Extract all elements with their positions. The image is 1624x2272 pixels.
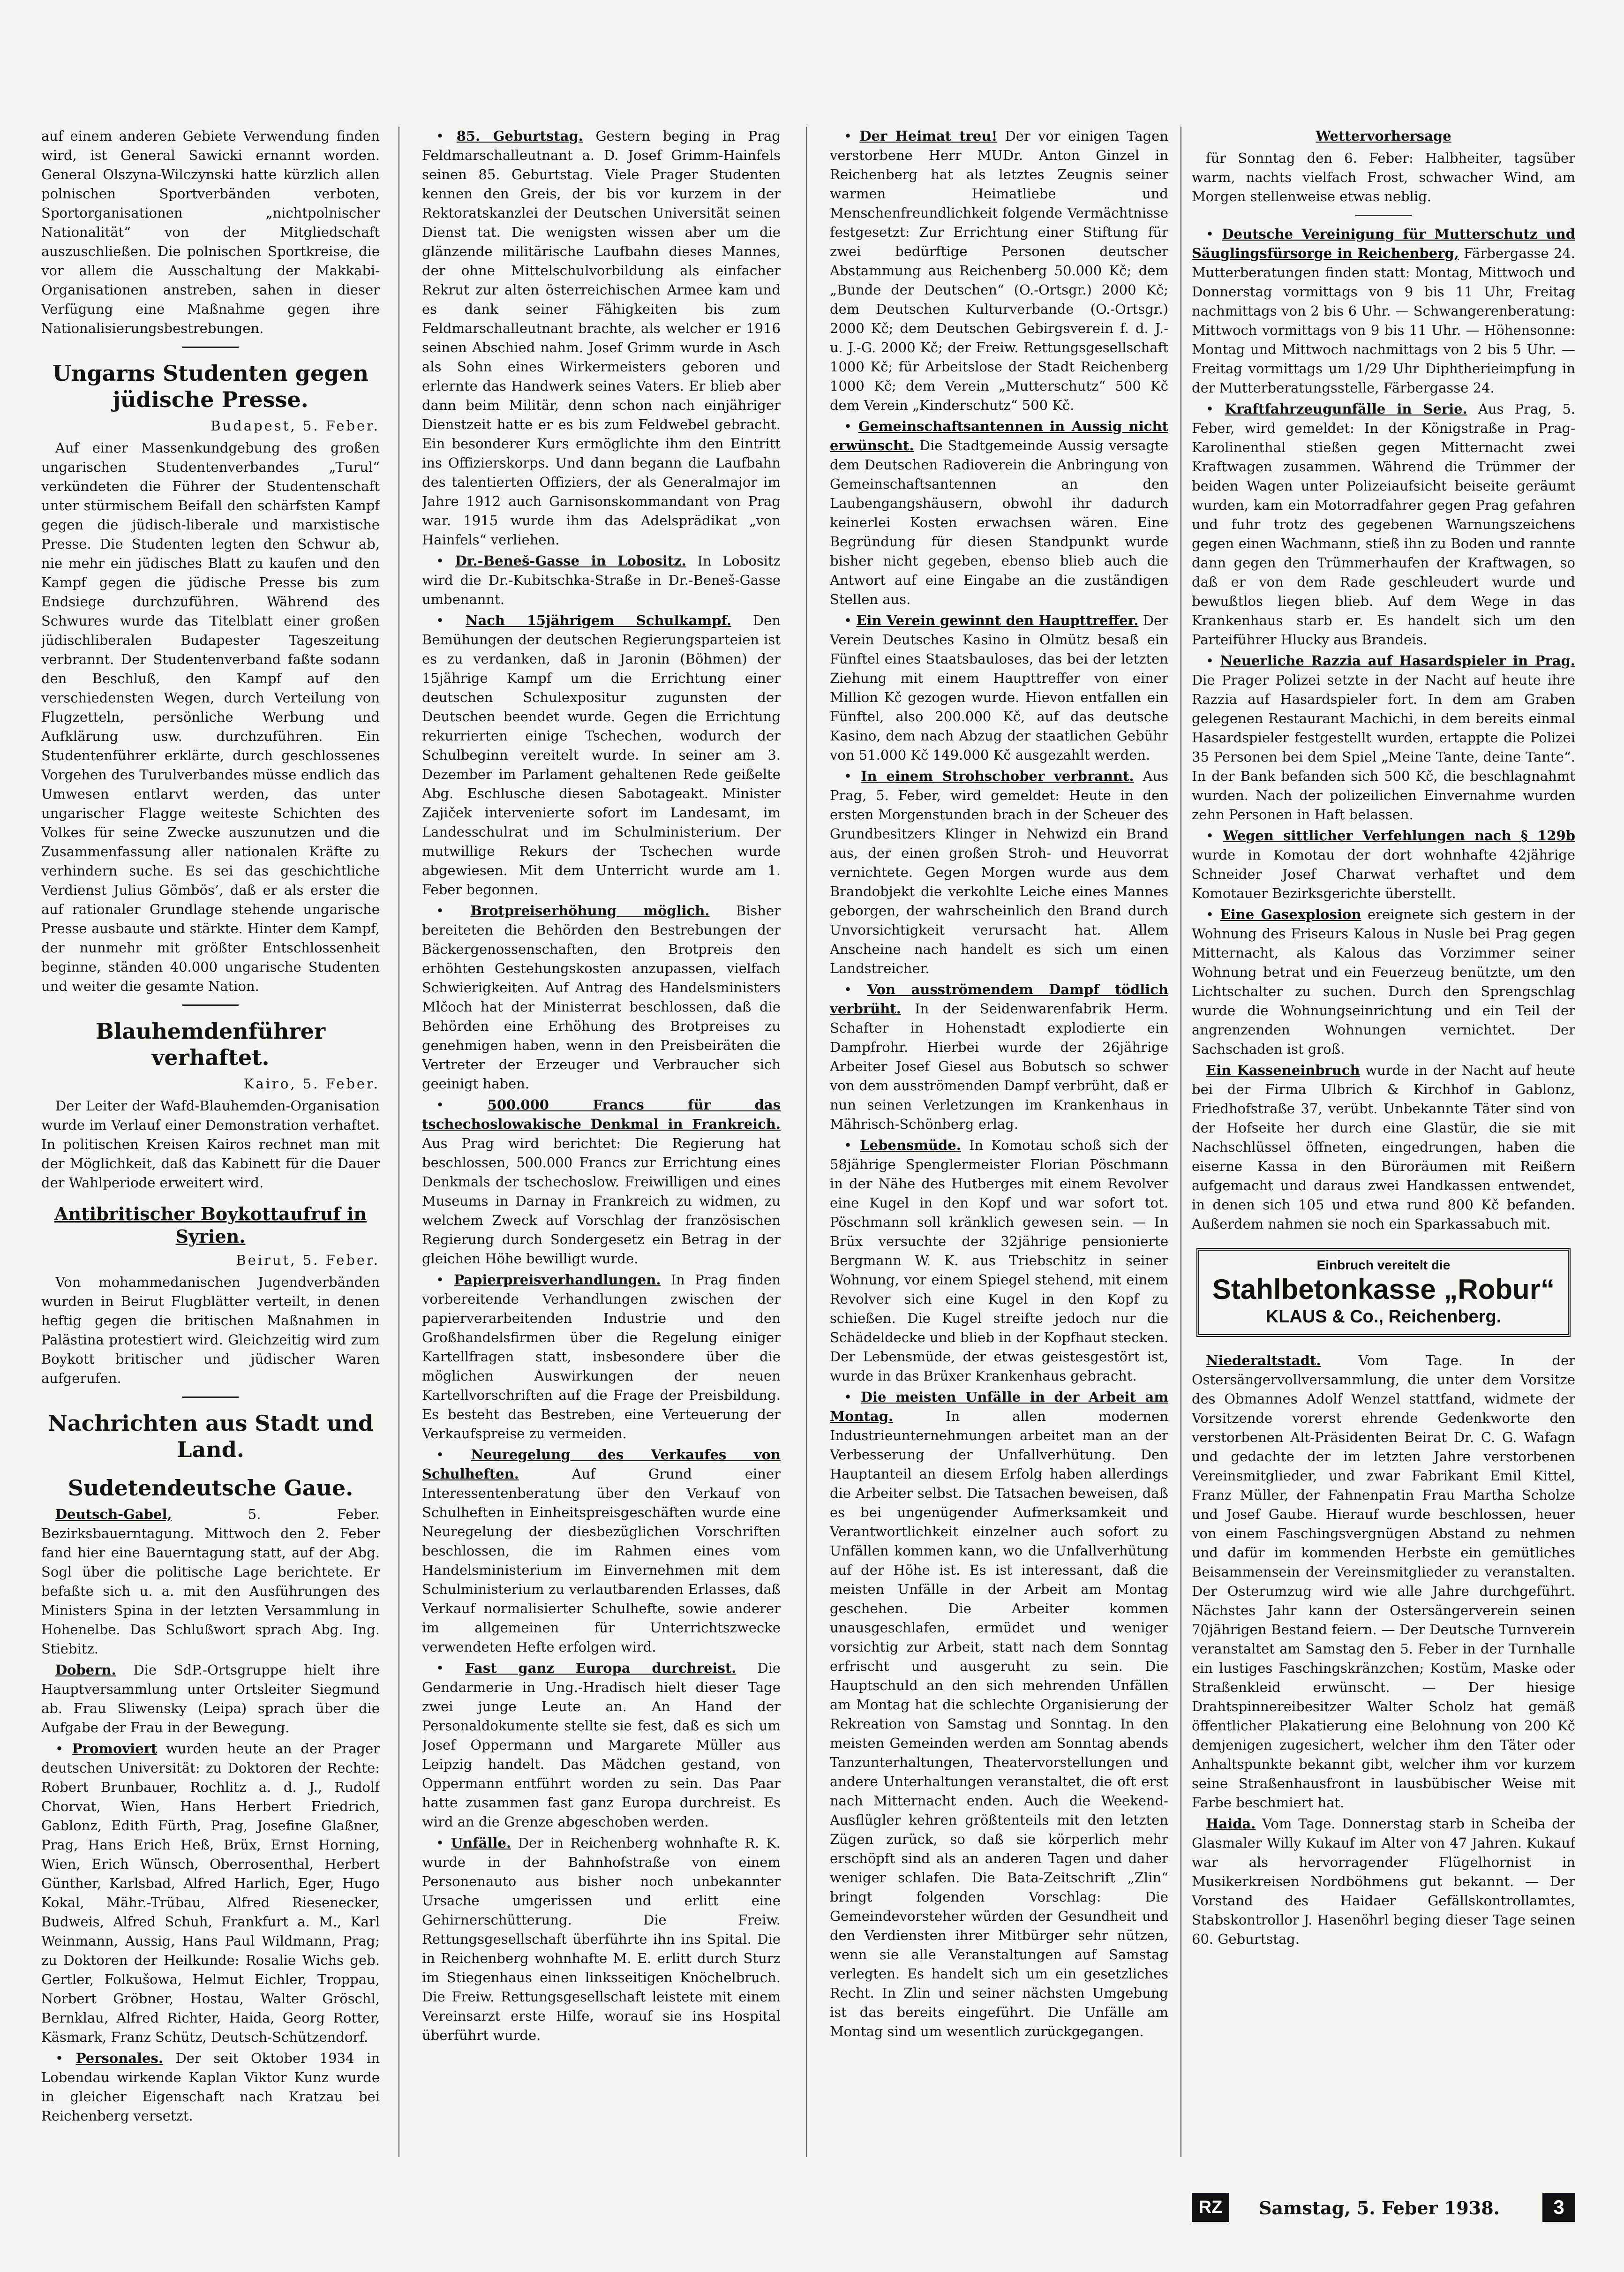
ad-tagline: Einbruch vereitelt die xyxy=(1316,1258,1451,1272)
ad-company: KLAUS & Co., Reichenberg. xyxy=(1265,1307,1502,1327)
issue-date: Samstag, 5. Feber 1938. xyxy=(1259,2197,1500,2219)
news-item: • Kraftfahrzeugunfälle in Serie. Aus Prag, 5. Feber, wird gemeldet: In der Königstraße in Prag-Karolinenthal stießen gegen Mitternacht zwei Kraftwagen zusammen. Während die Trümmer der beiden Wagen unter Polizeiaufsicht beiseite geräumt wurden, kam ein Motorradfahrer gegen Prag gefahren und fuhr trotz des gegebenen Warnungszeichens gegen einen Wachmann, stieß ihn zu Boden und rannte dann gegen den Trümmerhaufen der Kraftwagen, so daß er von dem Rade geschleudert wurde und bewußtlos liegen blieb. Auf dem Wege in das Krankenhaus starb er. Es handelt sich um den Parteiführer Hlucky aus Brandeis. xyxy=(1192,401,1575,648)
item-heading: Personales. xyxy=(75,2050,163,2066)
item-heading: Fast ganz Europa durchreist. xyxy=(465,1660,737,1676)
item-heading: Wegen sittlicher Verfehlungen nach § 129b xyxy=(1223,828,1575,844)
article-body: Auf einer Massenkundgebung des großen ungarischen Studentenverbandes „Turul“ verkündeten die Führer der Studentenschaft unter stürmischem Beifall den schärfsten Kampf gegen die jüdisch-liberale und marxistische Presse. Die Studenten legten den Schwur ab, nie mehr ein jüdisches Blatt zu kaufen und den Kampf gegen die jüdische Presse bis zum Endsiege durchzuführen. Während des Schwures wurde das Titelblatt einer großen jüdischliberalen Budapester Tageszeitung verbrannt. Der Studentenverband faßte sodann den Beschluß, den Kampf auf den verschiedensten Wegen, durch Verteilung von Flugzetteln, persönliche Werbung und Aufklärung usw. durchzuführen. Ein Studentenführer erklärte, durch geschlossenes Vorgehen des Turulverbandes müsse endlich das Umwesen entlarvt werden, das unter ungarischer Flagge weiteste Schichten des Volkes für seine Zwecke auszunutzen und die Zusammenfassung aller nationalen Kräfte zu verhindern suche. Es sei das geschichtliche Verdienst Julius Gömbös’, daß er als erster die auf rationaler Grundlage stehende ungarische Presse ausbaute und stärkte. Hinter dem Kampf, der nunmehr mit größter Entschlossenheit beginne, ständen 40.000 ungarische Studenten und weiter die gesamte Nation. xyxy=(41,440,380,994)
item-heading: Lebensmüde. xyxy=(860,1137,961,1153)
news-item: Haida. Vom Tage. Donnerstag starb in Scheiba der Glasmaler Willy Kukauf im Alter von 47 Jahren. Kukauf war als hervorragender Flügelhornist in Musikerkreisen Nordböhmens gut bekannt. — Der Vorstand des Haidaer Gefällskontrollamtes, Stabskontrollor J. Hasenöhrl beging dieser Tage seinen 60. Geburtstag. xyxy=(1192,1816,1575,1947)
subsection-headline: Sudetendeutsche Gaue. xyxy=(68,1475,353,1501)
news-item: Ein Kasseneinbruch wurde in der Nacht auf heute bei der Firma Ulbrich & Kirchhof in Gablonz, Friedhofstraße 37, verübt. Unbekannte Täter sind von der Hofseite her durch eine Glastür, die sie mit Nachschlüssel öffneten, eingedrungen, haben die eiserne Kassa in den Büroräumen mit Reißern aufgemacht und daraus zwei Handkassen entwendet, in denen sich 105 und etwa rund 800 Kč befanden. Außerdem nahmen sie noch ein Sparkassabuch mit. xyxy=(1192,1062,1575,1232)
advertisement-robur xyxy=(1196,1248,1571,1337)
weather-forecast: für Sonntag den 6. Feber: Halbheiter, tagsüber warm, nachts vielfach Frost, schwacher Wind, am Morgen stellenweise etwas neblig. xyxy=(1192,150,1575,204)
item-heading: Kraftfahrzeugunfälle in Serie. xyxy=(1225,401,1467,417)
item-heading: Deutsch-Gabel, xyxy=(55,1506,172,1522)
column-3 xyxy=(830,127,1168,2043)
news-item: • Neuregelung des Verkaufes von Schulheften. Auf Grund einer Interessentenberatung über den Verkauf von Schulheften in Einheitspreisgeschäften wurde eine Neuregelung der diesbezüglichen Vorschriften beschlossen, die im Rahmen eines vom Handelsministerium im Einvernehmen mit dem Schulministerium zu verlautbarenden Erlasses, daß Verkauf normalisierter Schulhefte, sowie anderer im allgemeinen für Unterrichtszwecke verwendeten Hefte erfolgen wird. xyxy=(422,1447,781,1655)
item-heading: Ein Kasseneinbruch xyxy=(1206,1062,1360,1078)
separator xyxy=(182,347,239,348)
article-continuation: auf einem anderen Gebiete Verwendung finden wird, ist General Sawicki ernannt worden. General Olszyna-Wilczynski hatte kürzlich allen polnischen Sportverbänden verboten, Sportorganisationen „nichtpolnischer Nationalität“ von der Mitgliedschaft auszuschließen. Die polnischen Sportkreise, die vor allem die Ausschaltung der Makkabi-Organisationen anstreben, sahen in dieser Verfügung eine Maßnahme gegen ihre Nationalisierungsbestrebungen. xyxy=(41,128,380,336)
news-item: • Promoviert wurden heute an der Prager deutschen Universität: zu Doktoren der Rechte: Robert Brunbauer, Rochlitz a. d. J., Rudolf Chorvat, Wien, Hans Herbert Friedrich, Gablonz, Edith Fürth, Prag, Josefine Glaßner, Prag, Hans Erich Heß, Brüx, Ernst Horning, Wien, Erich Wünsch, Oberrosenthal, Herbert Günther, Karlsbad, Alfred Harlich, Eger, Hugo Kokal, Mähr.-Trübau, Alfred Riesenecker, Budweis, Alfred Schuh, Frankfurt a. M., Karl Weinmann, Aussig, Hans Paul Wildmann, Prag; zu Doktoren der Heilkunde: Rosalie Wichs geb. Gertler, Folkušowa, Helmut Eichler, Troppau, Norbert Gröbner, Hostau, Walter Gröschl, Bernklau, Alfred Richter, Haida, Georg Rotter, Käsmark, Franz Schütz, Deutsch-Schützendorf. xyxy=(41,1741,380,2045)
item-heading: Brotpreiserhöhung möglich. xyxy=(470,903,710,919)
weather-title: Wettervorhersage xyxy=(1316,128,1451,144)
column-rule xyxy=(398,127,399,2157)
item-heading: 500.000 Francs für das tschechoslowakische Denkmal in Frankreich. xyxy=(422,1097,781,1132)
column-2 xyxy=(422,127,781,2047)
item-heading: Haida. xyxy=(1206,1816,1256,1832)
page-footer xyxy=(1192,2191,1575,2225)
news-item: • Gemeinschaftsantennen in Aussig nicht erwünscht. Die Stadtgemeinde Aussig versagte dem Deutschen Radioverein die Anbringung von Gemeinschaftsantennen an den Laubengangshäusern, obwohl ihr dadurch keinerlei Kosten erwachsen wären. Eine Begründung für diesen Standpunkt wurde bisher nicht gegeben, ebenso blieb auch die Antwort auf eine Eingabe an die zuständigen Stellen aus. xyxy=(830,418,1168,607)
column-4 xyxy=(1192,127,1575,1951)
article-body: Der Leiter der Wafd-Blauhemden-Organisation wurde im Verlauf einer Demonstration verhaftet. In politischen Kreisen Kairos rechnet man mit der Möglichkeit, daß das Kabinett für die Dauer der Wahlperiode erweitert wird. xyxy=(41,1098,380,1191)
news-item: • Dr.-Beneš-Gasse in Lobositz. In Lobositz wird die Dr.-Kubitschka-Straße in Dr.-Beneš-Gasse umbenannt. xyxy=(422,553,781,607)
news-item: • 85. Geburtstag. Gestern beging in Prag Feldmarschalleutnant a. D. Josef Grimm-Hainfels seinen 85. Geburtstag. Viele Prager Studenten kennen den Greis, der bis vor kurzem in der Rektoratskanzlei der Deutschen Universität seinen Dienst tat. Die wenigsten wissen aber um die glänzende militärische Laufbahn dieses Mannes, der ohne Mittelschulvorbildung als einfacher Rekrut zur alten österreichischen Armee kam und es dank seiner Fähigkeiten bis zum Feldmarschalleutnant brachte, als welcher er 1916 seinen Abschied nahm. Josef Grimm wurde in Asch als Sohn eines Wirkermeisters geboren und erlernte das Handwerk seines Vaters. Er blieb aber dann beim Militär, denn schon nach einjähriger Dienstzeit hatte er es bis zum Feldwebel gebracht. Ein besonderer Kurs ermöglichte ihm den Eintritt ins Offizierskorps. Und dann begann die Laufbahn des talentierten Offiziers, der als Generalmajor im Jahre 1912 auch Garnisonskommandant von Prag war. 1915 wurde ihm das Adelsprädikat „von Hainfels“ verliehen. xyxy=(422,128,781,548)
item-heading: Niederaltstadt. xyxy=(1206,1352,1321,1368)
item-heading: Gemeinschaftsantennen in Aussig nicht erwünscht. xyxy=(830,418,1168,453)
dateline: Budapest, 5. Feber. xyxy=(211,418,380,434)
page-number: 3 xyxy=(1542,2193,1575,2222)
news-item: • Papierpreisverhandlungen. In Prag finden vorbereitende Verhandlungen zwischen der papierverarbeitenden Industrie und den Großhandelsfirmen über die Regelung einiger Kartellfragen statt, insbesondere über die möglichen Auswirkungen der neuen Kartellvorschriften auf die Frage der Preisbildung. Es besteht das Bestreben, eine Verteuerung der Verkaufspreise zu vermeiden. xyxy=(422,1272,781,1442)
news-item: • Von ausströmendem Dampf tödlich verbrüht. In der Seidenwarenfabrik Herm. Schafter in Hohenstadt explodierte ein Dampfrohr. Hierbei wurde der 26jährige Arbeiter Josef Giesel aus Bobutsch so schwer von dem ausströmenden Dampf verbrüht, daß er nun seinen Verletzungen im Krankenhaus in Mährisch-Schönberg erlag. xyxy=(830,981,1168,1132)
news-item: • Unfälle. Der in Reichenberg wohnhafte R. K. wurde in der Bahnhofstraße von einem Personenauto aus bisher noch unbekannter Ursache umgerissen und erlitt eine Gehirnerschütterung. Die Freiw. Rettungsgesellschaft überführte ihn ins Spital. Die in Reichenberg wohnhafte M. E. erlitt durch Sturz im Stiegenhaus einen linksseitigen Knöchelbruch. Die Freiw. Rettungsgesellschaft leistete mit einem Vereinsarzt erste Hilfe, worauf sie ins Hospital überführt wurde. xyxy=(422,1835,781,2043)
headline-ungarn: Ungarns Studenten gegen jüdische Presse. xyxy=(52,361,369,412)
article-body: Von mohammedanischen Jugendverbänden wurden in Beirut Flugblätter verteilt, in denen heftig gegen die britischen Maßnahmen in Palästina protestiert wird. Gleichzeitig wird zum Boykott britischer und jüdischer Waren aufgerufen. xyxy=(41,1274,380,1386)
item-heading: Neuregelung des Verkaufes von Schulheften. xyxy=(422,1447,781,1482)
news-item: Niederaltstadt. Vom Tage. In der Ostersängervollversammlung, die unter dem Vorsitze des Obmannes Adolf Wenzel stattfand, widmete der Vorsitzende vorerst ehrende Gedenkworte den verstorbenen Alt-Präsidenten Beirat Dr. C. G. Wafagn und gedachte der im letzten Jahre verstorbenen Vereinsmitglieder, und zwar Fabrikant Emil Kittel, Franz Müller, der Fahnenpatin Frau Martha Scholze und Josef Gaube. Hierauf wurde beschlossen, heuer von einem Faschingsvergnügen Abstand zu nehmen und dafür im kommenden Herbste ein gemütliches Beisammensein der Vereinsmitglieder zu veranstalten. Der Osterumzug wird wie alle Jahre durchgeführt. Nächstes Jahr kann der Ostersängerverein seinen 70jährigen Bestand feiern. — Der Deutsche Turnverein veranstaltet am Samstag den 5. Feber in der Turnhalle ein lustiges Faschingskränzchen; Kostüm, Maske oder Straßenkleid erwünscht. — Der hiesige Drahtspinnereibesitzer Walter Scholz hat gemäß öffentlicher Plakatierung eine Belohnung von 200 Kč demjenigen zugesichert, welcher ihm den Täter oder Anhaltspunkte bekannt gibt, welcher ihm vor kurzem seine Straßenhausfront in lausbübischer Weise mit Farbe beschmiert hat. xyxy=(1192,1352,1575,1811)
item-heading: Neuerliche Razzia auf Hasardspieler in Prag. xyxy=(1220,653,1575,669)
news-item: • Personales. Der seit Oktober 1934 in Lobendau wirkende Kaplan Viktor Kunz wurde in gleicher Eigenschaft nach Kratzau bei Reichenberg versetzt. xyxy=(41,2050,380,2124)
news-item: Deutsch-Gabel, 5. Feber. Bezirksbauerntagung. Mittwoch den 2. Feber fand hier eine Bauerntagung statt, auf der Abg. Sogl über die politische Lage berichtete. Er befaßte sich u. a. mit den Ausführungen des Ministers Spina in der letzten Versammlung in Hohenelbe. Das Schlußwort sprach Abg. Ing. Stiebitz. xyxy=(41,1506,380,1657)
news-item: • Wegen sittlicher Verfehlungen nach § 129b wurde in Komotau der dort wohnhafte 42jährige Schneider Josef Charwat verhaftet und dem Komotauer Bezirksgerichte überstellt. xyxy=(1192,828,1575,901)
newspaper-logo-icon: RZ xyxy=(1192,2193,1229,2222)
column-1 xyxy=(41,127,380,2128)
item-heading: Von ausströmendem Dampf tödlich verbrüht. xyxy=(830,981,1168,1017)
ad-product: Stahlbetonkasse „Robur“ xyxy=(1212,1274,1555,1305)
item-heading: Unfälle. xyxy=(451,1835,511,1851)
item-heading: Dr.-Beneš-Gasse in Lobositz. xyxy=(455,553,686,569)
news-item: • Brotpreiserhöhung möglich. Bisher bereiteten die Behörden den Bestrebungen der Bäckergenossenschaften, den Brotpreis den erhöhten Gestehungskosten anzupassen, vielfach Schwierigkeiten. Auf Antrag des Handelsministers Mlčoch hat der Ministerrat beschlossen, daß die Behörden eine Erhöhung des Brotpreises zu genehmigen haben, wenn in den Preisbeiräten die Vertreter der Erzeuger und Verbraucher sich geeinigt haben. xyxy=(422,903,781,1092)
news-item: Dobern. Die SdP.-Ortsgruppe hielt ihre Hauptversammlung unter Ortsleiter Siegmund ab. Frau Sliwensky (Leipa) sprach über die Aufgabe der Frau in der Bewegung. xyxy=(41,1662,380,1736)
separator xyxy=(182,1396,239,1398)
item-heading: Eine Gasexplosion xyxy=(1220,906,1361,922)
news-item: • In einem Strohschober verbrannt. Aus Prag, 5. Feber, wird gemeldet: Heute in den ersten Morgenstunden brach in der Scheuer des Grundbesitzers Klinger in Nehwizd ein Brand aus, der einen großen Stroh- und Heuvorrat vernichtete. Gegen Morgen wurde aus dem Brandobjekt die verkohlte Leiche eines Mannes geborgen, der wahrscheinlich den Brand durch Unvorsichtigkeit verursacht hat. Allem Anscheine nach handelt es sich um einen Landstreicher. xyxy=(830,768,1168,976)
item-heading: Die meisten Unfälle in der Arbeit am Montag. xyxy=(830,1389,1168,1424)
item-heading: Dobern. xyxy=(55,1662,116,1678)
news-item: • Lebensmüde. In Komotau schoß sich der 58jährige Spenglermeister Florian Pöschmann in der Nähe des Hutberges mit einem Revolver eine Kugel in den Kopf und war sofort tot. Pöschmann soll kränklich gewesen sein. — In Brüx versuchte der 32jährige pensionierte Bergmann W. K. aus Triebschitz in seiner Wohnung, vor einem Spiegel stehend, mit einem Revolver sich eine Kugel in den Kopf zu schießen. Die Kugel streifte jedoch nur die Schädeldecke und blieb in der Kopfhaut stecken. Der Lebensmüde, der etwas geistesgestört ist, wurde in das Brüxer Krankenhaus gebracht. xyxy=(830,1137,1168,1384)
news-item: • Nach 15jährigem Schulkampf. Den Bemühungen der deutschen Regierungsparteien ist es zu verdanken, daß in Jaronin (Böhmen) der 15jährige Kampf um die Errichtung einer deutschen Schulexpositur zugunsten der Deutschen beendet wurde. Gegen die Errichtung rekurrierten einige Tschechen, wodurch der Schulbeginn vereitelt wurde. In seiner am 3. Dezember im Parlament gehaltenen Rede geißelte Abg. Eschlusche diesen Sabotageakt. Minister Zajiček intervenierte sofort im Landesamt, im Landesschulrat und im Schulministerium. Der mutwillige Rekurs der Tschechen wurde abgewiesen. Mit dem Unterricht wurde am 1. Feber begonnen. xyxy=(422,612,781,898)
dateline: Kairo, 5. Feber. xyxy=(243,1076,380,1092)
separator xyxy=(182,1004,239,1006)
separator xyxy=(1355,215,1412,216)
news-item: • Ein Verein gewinnt den Haupttreffer. Der Verein Deutsches Kasino in Olmütz besaß ein Fünftel eines Staatsbauloses, das bei der letzten Ziehung mit einem Haupttreffer von einer Million Kč gezogen wurde. Hievon entfallen ein Fünftel, also 200.000 Kč, auf das deutsche Kasino, dem nach Abzug der staatlichen Gebühr von 51.000 Kč 149.000 Kč ausgezahlt werden. xyxy=(830,612,1168,763)
dateline: Beirut, 5. Feber. xyxy=(236,1252,380,1268)
news-item: • Eine Gasexplosion ereignete sich gestern in der Wohnung des Friseurs Kalous in Nusle bei Prag gegen Mitternacht, als Kalous das Vorzimmer seiner Wohnung betrat und ein Feuerzeug benützte, um den Lichtschalter zu suchen. Durch den Sprengschlag wurde die Wohnungseinrichtung und ein Teil der angrenzenden Wohnungen vernichtet. Der Sachschaden ist groß. xyxy=(1192,906,1575,1057)
news-item: • Fast ganz Europa durchreist. Die Gendarmerie in Ung.-Hradisch hielt dieser Tage zwei junge Leute an. An Hand der Personaldokumente stellte sie fest, daß es sich um Josef Oppermann und Margarete Müller aus Leipzig handelt. Das Mädchen gestand, von Oppermann entführt worden zu sein. Das Paar hatte zusammen fast ganz Europa durchreist. Es wird an die Grenze abgeschoben werden. xyxy=(422,1660,781,1830)
news-item: • Deutsche Vereinigung für Mutterschutz und Säuglingsfürsorge in Reichenberg, Färbergasse 24. Mutterberatungen finden statt: Montag, Mittwoch und Donnerstag vormittags von 9 bis 11 Uhr, Freitag nachmittags von 2 bis 6 Uhr. — Schwangerenberatung: Mittwoch vormittags von 9 bis 11 Uhr. — Höhensonne: Montag und Mittwoch nachmittags von 2 bis 5 Uhr. — Freitag vormittags um 1/29 Uhr Diphtherieimpfung in der Mutterberatungsstelle, Färbergasse 24. xyxy=(1192,226,1575,396)
news-item: • 500.000 Francs für das tschechoslowakische Denkmal in Frankreich. Aus Prag wird berichtet: Die Regierung hat beschlossen, 500.000 Francs zur Errichtung eines Denkmals der tschechoslow. Freiwilligen und eines Museums in Darnay in Frankreich zu widmen, zu welchem Zweck auf Vorschlag der französischen Regierung durch Sondergesetz ein Betrag in der gleichen Höhe bewilligt wurde. xyxy=(422,1097,781,1267)
item-heading: Nach 15jährigem Schulkampf. xyxy=(465,612,732,628)
column-rule xyxy=(806,127,807,2157)
item-heading: Ein Verein gewinnt den Haupttreffer. xyxy=(856,612,1139,628)
item-heading: In einem Strohschober verbrannt. xyxy=(860,768,1134,784)
item-heading: Deutsche Vereinigung für Mutterschutz und Säuglingsfürsorge in Reichenberg, xyxy=(1192,226,1575,261)
news-item: • Der Heimat treu! Der vor einigen Tagen verstorbene Herr MUDr. Anton Ginzel in Reichenberg hat als letztes Zeugnis seiner warmen Heimatliebe und Menschenfreundlichkeit folgende Vermächtnisse festgesetzt: Zur Errichtung einer Stiftung für zwei bedürftige Personen deutscher Abstammung aus Reichenberg 50.000 Kč; dem „Bunde der Deutschen“ (O.-Ortsgr.) 2000 Kč; dem Deutschen Kulturverbande (O.-Ortsgr.) 2000 Kč; dem Deutschen Gebirgsverein f. d. J.- u. J.-G. 2000 Kč; der Freiw. Rettungsgesellschaft 1000 Kč; für Arbeitslose der Stadt Reichenberg 1000 Kč; dem Verein „Mutterschutz“ 500 Kč dem Verein „Kinderschutz“ 500 Kč. xyxy=(830,128,1168,413)
headline-kairo: Blauhemdenführer verhaftet. xyxy=(95,1019,326,1070)
section-headline: Nachrichten aus Stadt und Land. xyxy=(47,1411,374,1462)
column-rule xyxy=(1180,127,1181,2157)
news-item: • Die meisten Unfälle in der Arbeit am Montag. In allen modernen Industrieunternehmungen arbeitet man an der Verbesserung der Unfallverhütung. Den Hauptanteil an diesem Erfolg haben allerdings die Arbeiter selbst. Die Tatsachen beweisen, daß es bei ungenügender Aufmerksamkeit und Verantwortlichkeit einzelner auch sofort zu Unfällen kommen kann, wo die Unfallverhütung auf der Höhe ist. Es ist interessant, daß die meisten Unfälle in der Arbeit am Montag geschehen. Die Arbeiter kommen unausgeschlafen, ermüdet und weniger vorsichtig zur Arbeit, statt nach dem Sonntag erfrischt und ausgeruht zu sein. Die Hauptschuld an den sich mehrenden Unfällen am Montag hat die schlechte Organisierung der Rekreation von Samstag und Sonntag. In den meisten Gemeinden werden am Sonntag abends Tanzunterhaltungen, Theatervorstellungen und andere Unterhaltungen veranstaltet, die oft erst nach Mitternacht enden. Auch die Weekend-Ausflügler kehren größtenteils mit den letzten Zügen zurück, so daß sie körperlich mehr erschöpft sind als an anderen Tagen und daher weniger schlafen. Die Bata-Zeitschrift „Zlin“ bringt folgenden Vorschlag: Die Gemeindevorsteher würden der Gesundheit und den Verdiensten ihrer Mitbürger sehr nützen, wenn sie alle Veranstaltungen auf Samstag verlegten. Es handelt sich um ein gesetzliches Recht. In Zlin und seiner nächsten Umgebung ist das bereits eingeführt. Die Unfälle am Montag sind um wesentlich zurückgegangen. xyxy=(830,1389,1168,2039)
item-heading: Promoviert xyxy=(72,1741,158,1757)
item-heading: Papierpreisverhandlungen. xyxy=(454,1272,661,1288)
headline-syrien: Antibritischer Boykottaufruf in Syrien. xyxy=(54,1203,367,1247)
item-heading: 85. Geburtstag. xyxy=(456,128,583,144)
news-item: • Neuerliche Razzia auf Hasardspieler in Prag. Die Prager Polizei setzte in der Nacht auf heute ihre Razzia auf Hasardspieler fort. In dem am Graben gelegenen Restaurant Machichi, in dem bereits einmal Hasardspieler festgestellt wurden, ertappte die Polizei 35 Personen bei dem Spiel „Meine Tante, deine Tante“. In der Bank befanden sich 500 Kč, die beschlagnahmt wurden. Nach der polizeilichen Einvernahme wurden zehn Personen in Haft belassen. xyxy=(1192,653,1575,823)
item-heading: Der Heimat treu! xyxy=(859,128,998,144)
